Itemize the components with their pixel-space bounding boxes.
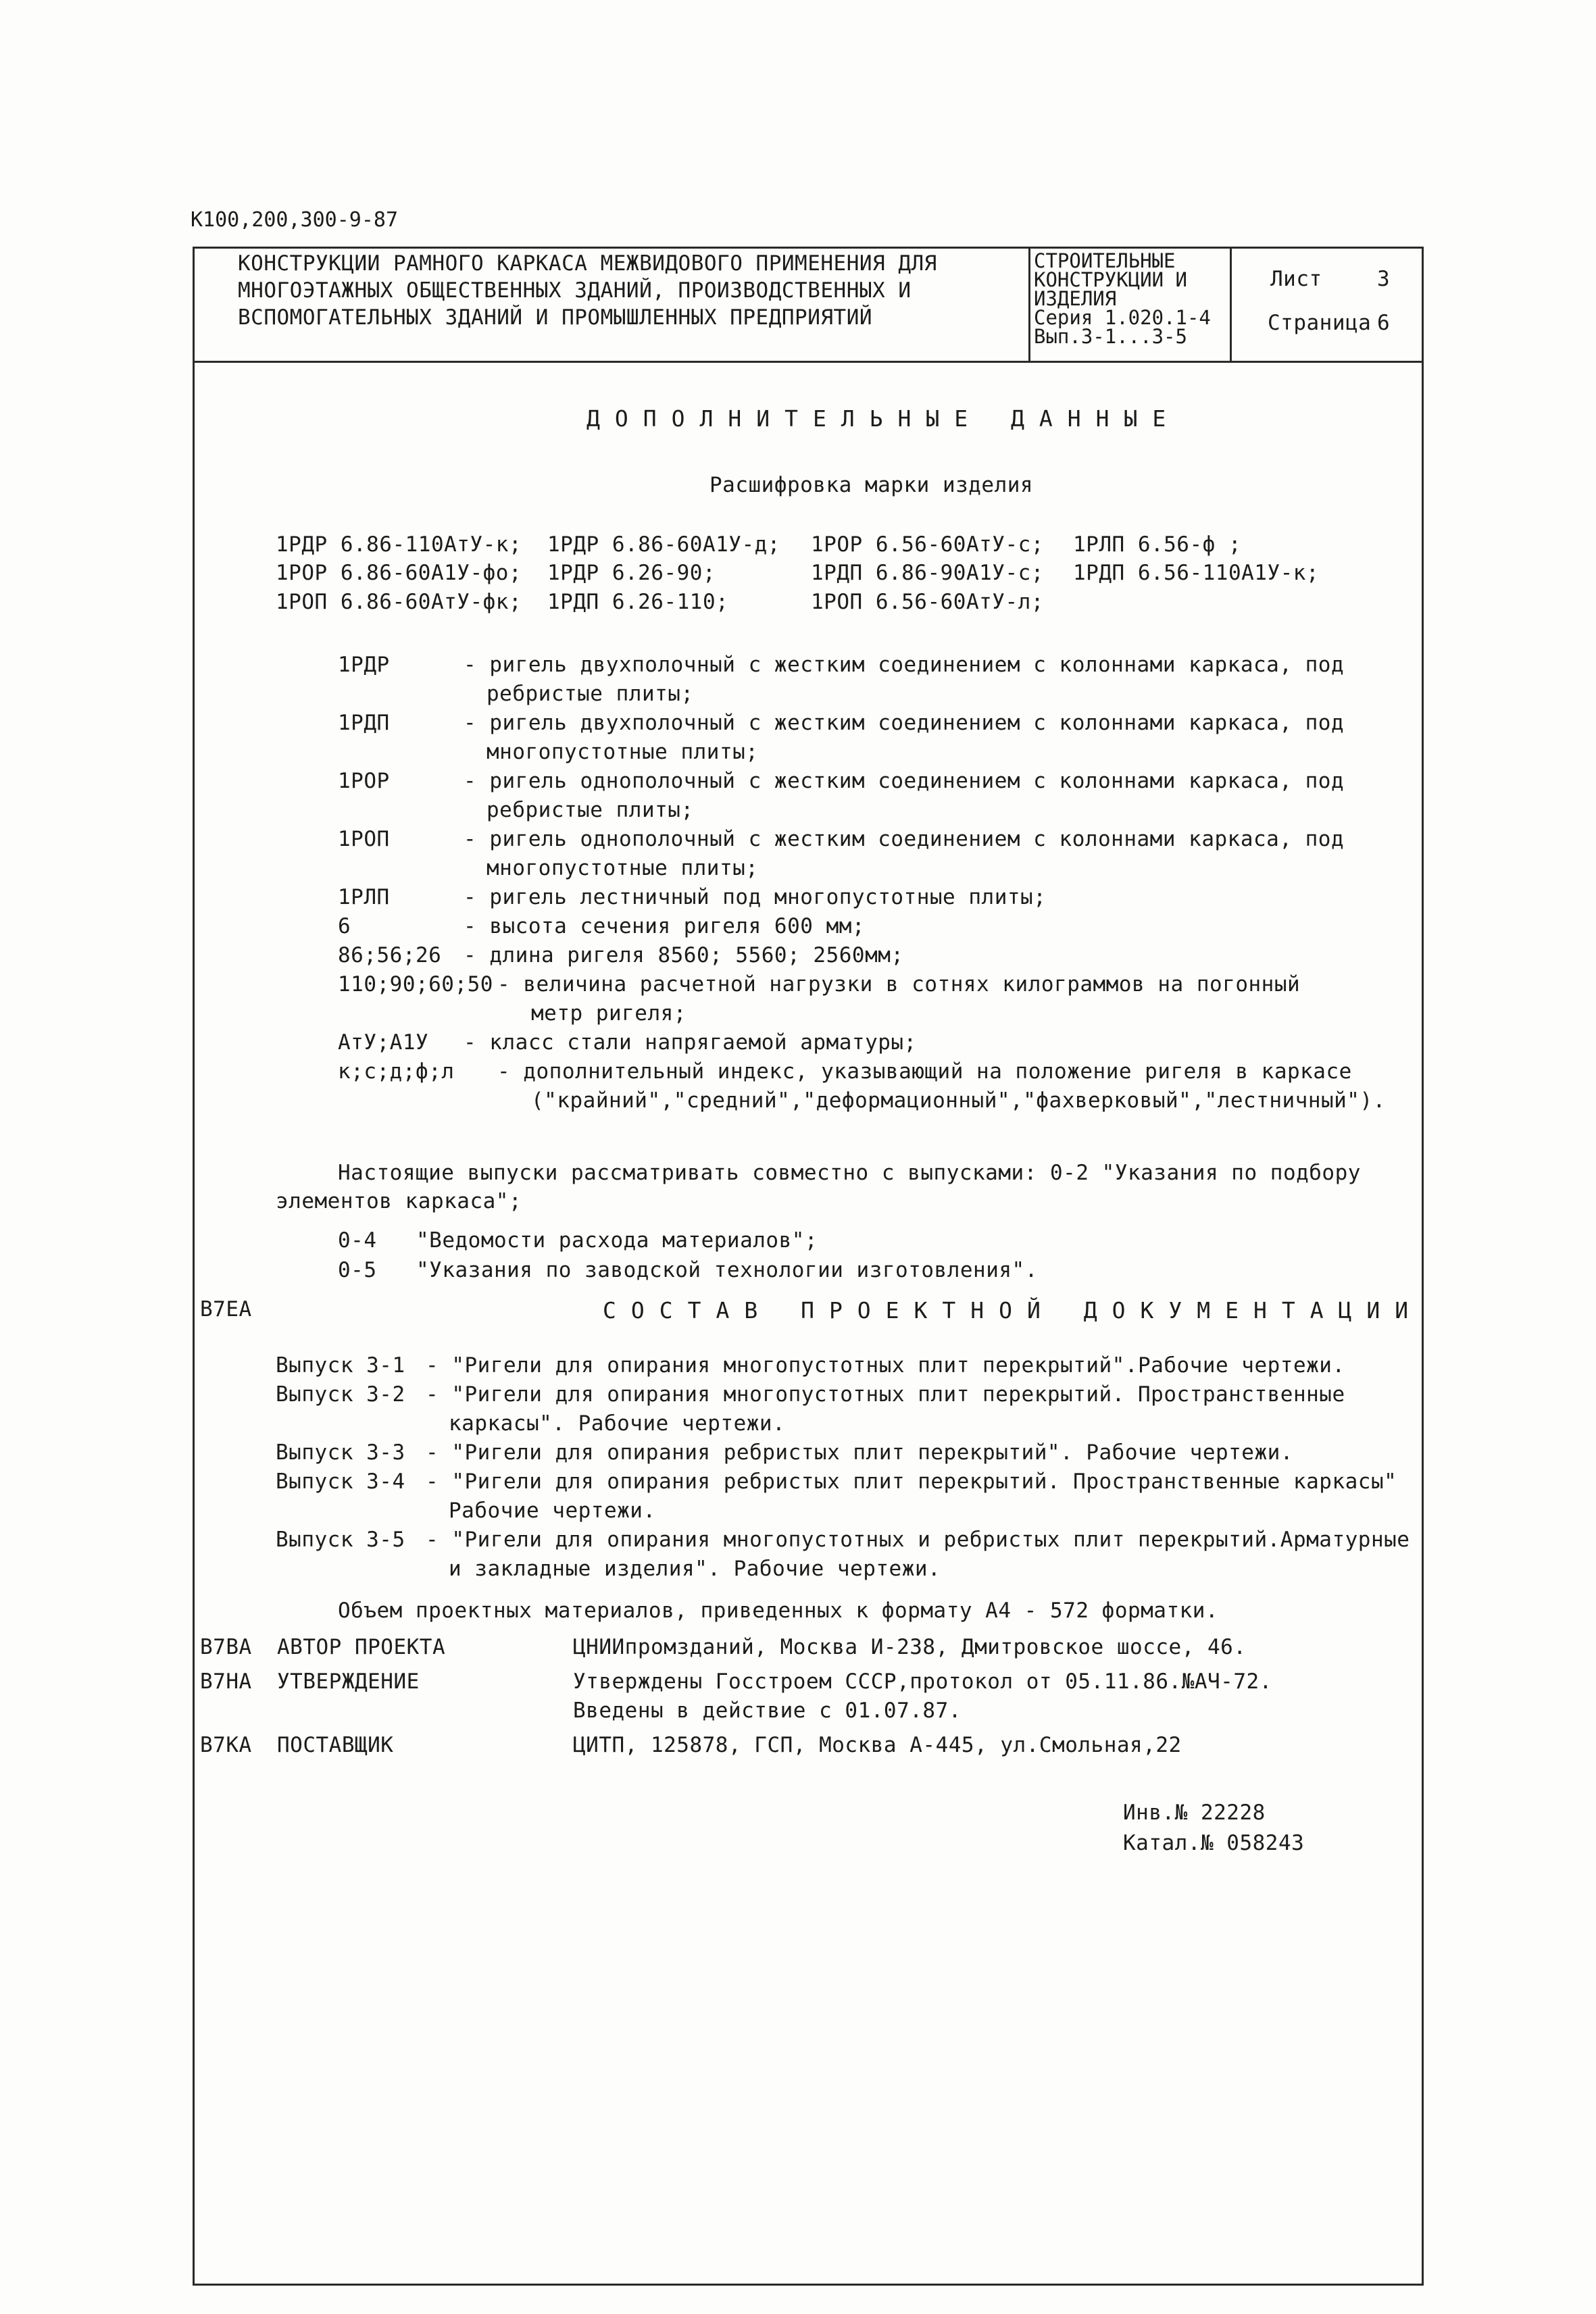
issue-text: - "Ригели для опирания ребристых плит перекрытий. Пространственные каркасы" [426,1469,1397,1494]
inventory-number: Инв.№ 22228 [1123,1801,1266,1825]
product-mark: 1РДП 6.56-110А1У-к; [1073,561,1320,585]
definition-text: - ригель двухполочный с жестким соединением с колоннами каркаса, под [464,711,1345,735]
product-mark: 1РДР 6.86-110АтУ-к; [276,532,522,557]
meta-code: В7КА [200,1733,252,1757]
product-mark: 1РОР 6.56-60АтУ-с; [811,532,1044,557]
definition-text: ("крайний","средний","деформационный","фахверковый","лестничный"). [531,1088,1386,1113]
note-item-code: 0-5 [338,1258,377,1282]
definition-term: 6 [338,914,351,938]
definition-text: многопустотные плиты; [487,856,759,880]
page-number: 6 [1377,311,1391,335]
issue-text: - "Ригели для опирания многопустотных и ребристых плит перекрытий.Арматурные [426,1528,1410,1552]
subtitle: Расшифровка марки изделия [709,473,1034,497]
meta-value: Утверждены Госстроем СССР,протокол от 05.11.86.№АЧ-72. [573,1669,1272,1694]
product-mark: 1РОР 6.86-60А1У-фо; [276,561,522,585]
issue-text: и закладные изделия". Рабочие чертежи. [449,1557,941,1581]
volume-line: Объем проектных материалов, приведенных к формату А4 - 572 форматки. [338,1599,1219,1623]
series-line: Серия 1.020.1-4 [1034,306,1211,329]
catalog-number: Катал.№ 058243 [1123,1831,1305,1855]
section-title-additional-data: ДОПОЛНИТЕЛЬНЫЕ ДАННЫЕ [587,405,1181,432]
definition-text: - ригель двухполочный с жестким соединением с колоннами каркаса, под [464,653,1345,677]
note-item-text: "Указания по заводской технологии изготовления". [416,1258,1038,1282]
definition-text: ребристые плиты; [487,798,694,822]
title-block-divider [1230,247,1232,363]
definition-text: - ригель однополочный с жестким соединением с колоннами каркаса, под [464,769,1345,793]
note-line: элементов каркаса"; [276,1189,522,1213]
issue-text: - "Ригели для опирания многопустотных плит перекрытий".Рабочие чертежи. [426,1353,1345,1378]
definition-term: 1РЛП [338,885,390,909]
issue-label: Выпуск 3-3 [276,1440,405,1465]
definition-term: 1РОП [338,827,390,851]
definition-text: - класс стали напрягаемой арматуры; [464,1030,917,1055]
document-title [238,250,937,331]
sheet-number: 3 [1377,267,1391,291]
definition-term: АтУ;А1У [338,1030,429,1055]
note-line: Настоящие выпуски рассматривать совместно с выпусками: 0-2 "Указания по подбору [338,1161,1361,1185]
meta-label: УТВЕРЖДЕНИЕ [277,1669,420,1694]
series-line: ИЗДЕЛИЯ [1034,287,1117,310]
product-mark: 1РДП 6.86-90А1У-с; [811,561,1044,585]
definition-text: - величина расчетной нагрузки в сотнях килограммов на погонный [497,972,1301,997]
meta-code: В7ВА [200,1635,252,1659]
note-item-text: "Ведомости расхода материалов"; [416,1228,818,1253]
issue-text: - "Ригели для опирания многопустотных плит перекрытий. Пространственные [426,1382,1345,1407]
sheet-label: Лист [1270,267,1322,291]
meta-code: В7НА [200,1669,252,1694]
issue-label: Выпуск 3-5 [276,1528,405,1552]
note-item-code: 0-4 [338,1228,377,1253]
issue-text: Рабочие чертежи. [449,1499,656,1523]
issue-label: Выпуск 3-1 [276,1353,405,1378]
section-title-documentation: СОСТАВ ПРОЕКТНОЙ ДОКУМЕНТАЦИИ [603,1297,1424,1324]
definition-text: - ригель однополочный с жестким соединением с колоннами каркаса, под [464,827,1345,851]
definition-text: метр ригеля; [531,1001,687,1026]
meta-value: ЦНИИпромзданий, Москва И-238, Дмитровское шоссе, 46. [573,1635,1247,1659]
definition-term: 110;90;60;50 [338,972,493,997]
product-mark: 1РДР 6.26-90; [547,561,716,585]
series-line: СТРОИТЕЛЬНЫЕ [1034,249,1176,272]
definition-text: - ригель лестничный под многопустотные плиты; [464,885,1047,909]
product-mark: 1РОП 6.56-60АтУ-л; [811,590,1044,614]
definition-term: к;с;д;ф;л [338,1059,455,1084]
title-line: КОНСТРУКЦИИ РАМНОГО КАРКАСА МЕЖВИДОВОГО ПРИМЕНЕНИЯ ДЛЯ [238,251,937,276]
definition-term: 1РДР [338,653,390,677]
definition-term: 86;56;26 [338,943,442,967]
product-mark: 1РДР 6.86-60А1У-д; [547,532,780,557]
document-code: К100,200,300-9-87 [191,208,399,232]
issue-label: Выпуск 3-2 [276,1382,405,1407]
series-line: КОНСТРУКЦИИ И [1034,268,1187,291]
section-code: В7ЕА [200,1297,252,1322]
issue-text: - "Ригели для опирания ребристых плит перекрытий". Рабочие чертежи. [426,1440,1293,1465]
definition-text: многопустотные плиты; [487,740,759,764]
meta-value: Введены в действие с 01.07.87. [573,1699,962,1723]
product-mark: 1РЛП 6.56-ф ; [1073,532,1242,557]
page-label: Страница [1268,311,1372,335]
issue-text: каркасы". Рабочие чертежи. [449,1411,786,1436]
definition-term: 1РДП [338,711,390,735]
meta-label: ПОСТАВЩИК [277,1733,394,1757]
meta-value: ЦИТП, 125878, ГСП, Москва А-445, ул.Смольная,22 [573,1733,1182,1757]
title-line: МНОГОЭТАЖНЫХ ОБЩЕСТВЕННЫХ ЗДАНИЙ, ПРОИЗВОДСТВЕННЫХ И [238,278,912,303]
product-mark: 1РДП 6.26-110; [547,590,729,614]
series-line: Вып.3-1...3-5 [1034,325,1187,348]
definition-text: ребристые плиты; [487,682,694,706]
product-mark: 1РОП 6.86-60АтУ-фк; [276,590,522,614]
title-block-divider [1028,247,1030,363]
definition-term: 1РОР [338,769,390,793]
definition-text: - дополнительный индекс, указывающий на положение ригеля в каркасе [497,1059,1352,1084]
series-block [1034,251,1211,346]
definition-text: - длина ригеля 8560; 5560; 2560мм; [464,943,904,967]
title-line: ВСПОМОГАТЕЛЬНЫХ ЗДАНИЙ И ПРОМЫШЛЕННЫХ ПРЕДПРИЯТИЙ [238,305,873,330]
issue-label: Выпуск 3-4 [276,1469,405,1494]
meta-label: АВТОР ПРОЕКТА [277,1635,446,1659]
definition-text: - высота сечения ригеля 600 мм; [464,914,866,938]
